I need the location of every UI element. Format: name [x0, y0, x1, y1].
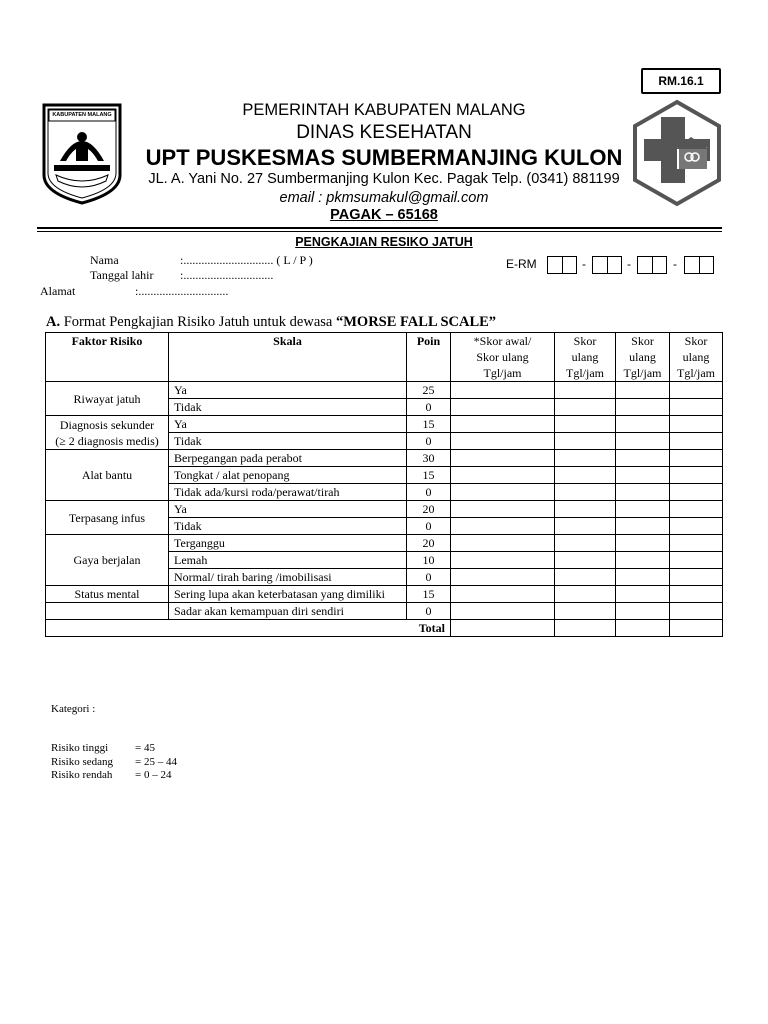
erm-box-3[interactable] [637, 256, 667, 274]
score-cell[interactable] [555, 450, 616, 467]
score-cell[interactable] [616, 603, 670, 620]
factor-gait: Gaya berjalan [46, 535, 169, 586]
header-initial-score: *Skor awal/ Skor ulang Tgl/jam [451, 333, 555, 382]
total-score-cell[interactable] [670, 620, 723, 637]
header-repeat-score-2: Skor ulang Tgl/jam [616, 333, 670, 382]
points-cell: 0 [407, 399, 451, 416]
scale-cell: Normal/ tirah baring /imobilisasi [169, 569, 407, 586]
erm-box-2[interactable] [592, 256, 622, 274]
unit-name: UPT PUSKESMAS SUMBERMANJING KULON [145, 145, 623, 170]
score-cell[interactable] [670, 416, 723, 433]
scale-cell: Sadar akan kemampuan diri sendiri [169, 603, 407, 620]
scale-cell: Tidak [169, 433, 407, 450]
category-heading: Kategori : [51, 703, 96, 715]
scale-cell: Tidak [169, 399, 407, 416]
total-label: Total [46, 620, 451, 637]
score-cell[interactable] [555, 501, 616, 518]
scale-cell: Terganggu [169, 535, 407, 552]
score-cell[interactable] [616, 552, 670, 569]
form-title: PENGKAJIAN RESIKO JATUH [295, 235, 473, 249]
score-cell[interactable] [616, 467, 670, 484]
header-repeat-score-3: Skor ulang Tgl/jam [670, 333, 723, 382]
table-row [46, 603, 723, 620]
score-cell[interactable] [555, 535, 616, 552]
score-cell[interactable] [555, 569, 616, 586]
table-row [46, 535, 723, 552]
score-cell[interactable] [451, 450, 555, 467]
points-cell: 0 [407, 518, 451, 535]
score-cell[interactable] [555, 433, 616, 450]
score-cell[interactable] [555, 586, 616, 603]
score-cell[interactable] [451, 603, 555, 620]
points-cell: 15 [407, 586, 451, 603]
score-cell[interactable] [451, 535, 555, 552]
table-row [46, 586, 723, 603]
score-cell[interactable] [555, 518, 616, 535]
score-cell[interactable] [616, 450, 670, 467]
factor-mental-status: Status mental [46, 586, 169, 603]
scale-cell: Ya [169, 416, 407, 433]
score-cell[interactable] [616, 416, 670, 433]
dob-field[interactable]: :.............................. [180, 268, 274, 282]
points-cell: 30 [407, 450, 451, 467]
kabupaten-logo-text: KABUPATEN MALANG [52, 112, 112, 118]
scale-cell: Tongkat / alat penopang [169, 467, 407, 484]
header-scale: Skala [169, 333, 407, 382]
erm-dash: - [582, 257, 586, 271]
score-cell[interactable] [555, 467, 616, 484]
score-cell[interactable] [555, 603, 616, 620]
points-cell: 0 [407, 484, 451, 501]
factor-secondary-diagnosis: Diagnosis sekunder (≥ 2 diagnosis medis) [46, 416, 169, 450]
score-cell[interactable] [451, 433, 555, 450]
score-cell[interactable] [555, 484, 616, 501]
score-cell[interactable] [451, 518, 555, 535]
points-cell: 20 [407, 501, 451, 518]
total-score-cell[interactable] [616, 620, 670, 637]
category-label-medium: Risiko sedang [51, 756, 114, 768]
score-cell[interactable] [616, 569, 670, 586]
scale-cell: Ya [169, 501, 407, 518]
address-field[interactable]: :.............................. [135, 284, 229, 298]
score-cell[interactable] [670, 501, 723, 518]
score-cell[interactable] [451, 586, 555, 603]
score-cell[interactable] [451, 484, 555, 501]
erm-box-4[interactable] [684, 256, 714, 274]
category-label-low: Risiko rendah [51, 769, 113, 781]
score-cell[interactable] [616, 484, 670, 501]
score-cell[interactable] [451, 569, 555, 586]
factor-iv-therapy: Terpasang infus [46, 501, 169, 535]
score-cell[interactable] [670, 450, 723, 467]
points-cell: 20 [407, 535, 451, 552]
score-cell[interactable] [670, 399, 723, 416]
score-cell[interactable] [670, 518, 723, 535]
table-row [46, 501, 723, 518]
score-cell[interactable] [451, 501, 555, 518]
section-letter: A. [46, 314, 61, 330]
score-cell[interactable] [616, 501, 670, 518]
points-cell: 25 [407, 382, 451, 399]
score-cell[interactable] [670, 484, 723, 501]
scale-cell: Berpegangan pada perabot [169, 450, 407, 467]
score-cell[interactable] [670, 382, 723, 399]
table-row [46, 382, 723, 399]
city-postcode: PAGAK – 65168 [330, 207, 438, 223]
table-row [46, 450, 723, 467]
scale-cell: Lemah [169, 552, 407, 569]
score-cell[interactable] [616, 518, 670, 535]
score-cell[interactable] [555, 416, 616, 433]
score-cell[interactable] [451, 552, 555, 569]
points-cell: 0 [407, 433, 451, 450]
factor-empty-cell [46, 603, 169, 620]
header-divider-thick [37, 227, 722, 229]
header-divider-thin [37, 231, 722, 232]
score-cell[interactable] [555, 399, 616, 416]
score-cell[interactable] [670, 552, 723, 569]
score-cell[interactable] [616, 586, 670, 603]
score-cell[interactable] [670, 586, 723, 603]
score-cell[interactable] [555, 382, 616, 399]
section-text: Format Pengkajian Risiko Jatuh untuk dewasa [63, 314, 333, 330]
header-repeat-score-1: Skor ulang Tgl/jam [555, 333, 616, 382]
total-row [46, 620, 723, 637]
score-cell[interactable] [616, 399, 670, 416]
factor-walking-aid: Alat bantu [46, 450, 169, 501]
erm-dash: - [627, 257, 631, 271]
scale-cell: Ya [169, 382, 407, 399]
header-points: Poin [407, 333, 451, 382]
score-cell[interactable] [451, 399, 555, 416]
total-score-cell[interactable] [451, 620, 555, 637]
header-factor: Faktor Risiko [46, 333, 169, 382]
morse-fall-scale-table [45, 332, 723, 637]
scale-cell: Tidak ada/kursi roda/perawat/tirah [169, 484, 407, 501]
government-name: PEMERINTAH KABUPATEN MALANG [242, 101, 526, 119]
score-cell[interactable] [616, 535, 670, 552]
score-cell[interactable] [555, 552, 616, 569]
factor-fall-history: Riwayat jatuh [46, 382, 169, 416]
section-a-heading [46, 314, 496, 331]
points-cell: 15 [407, 416, 451, 433]
points-cell: 0 [407, 603, 451, 620]
score-cell[interactable] [670, 467, 723, 484]
points-cell: 15 [407, 467, 451, 484]
score-cell[interactable] [670, 603, 723, 620]
erm-label: E-RM [506, 257, 537, 271]
total-score-cell[interactable] [555, 620, 616, 637]
score-cell[interactable] [670, 535, 723, 552]
dob-label: Tanggal lahir [90, 268, 154, 282]
category-value-high: = 45 [135, 742, 155, 754]
scale-cell: Tidak [169, 518, 407, 535]
email-line: email : pkmsumakul@gmail.com [279, 190, 489, 206]
score-cell[interactable] [451, 467, 555, 484]
erm-box-1[interactable] [547, 256, 577, 274]
table-row [46, 416, 723, 433]
scale-name: “MORSE FALL SCALE” [335, 314, 497, 330]
score-cell[interactable] [451, 382, 555, 399]
points-cell: 10 [407, 552, 451, 569]
erm-dash: - [673, 257, 677, 271]
document-code: RM.16.1 [641, 68, 721, 94]
address-line: JL. A. Yani No. 27 Sumbermanjing Kulon Kec. Pagak Telp. (0341) 881199 [148, 171, 620, 187]
score-cell[interactable] [616, 433, 670, 450]
points-cell: 0 [407, 569, 451, 586]
department-name: DINAS KESEHATAN [296, 122, 472, 143]
category-label-high: Risiko tinggi [51, 742, 109, 754]
category-value-medium: = 25 – 44 [135, 756, 177, 768]
category-value-low: = 0 – 24 [135, 769, 172, 781]
name-field[interactable]: :.............................. ( L / P ) [180, 253, 313, 267]
table-header-row [46, 333, 723, 382]
score-cell[interactable] [670, 433, 723, 450]
score-cell[interactable] [670, 569, 723, 586]
scale-cell: Sering lupa akan keterbatasan yang dimiliki [169, 586, 407, 603]
score-cell[interactable] [616, 382, 670, 399]
name-label: Nama [90, 253, 119, 267]
score-cell[interactable] [451, 416, 555, 433]
address-label: Alamat [40, 284, 76, 298]
